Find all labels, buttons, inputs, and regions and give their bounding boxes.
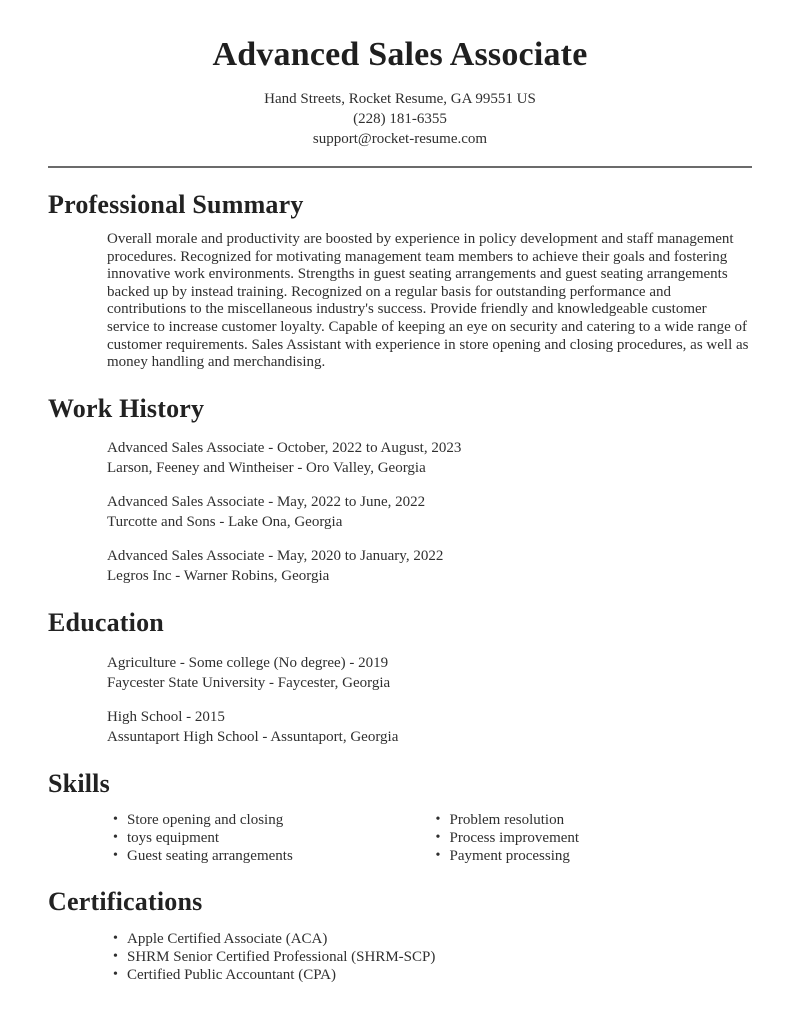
skills-list-right — [430, 811, 753, 865]
work-org-line: Legros Inc - Warner Robins, Georgia — [107, 568, 330, 585]
section-heading-professional-summary: Professional Summary — [48, 189, 304, 219]
education-degree-line: High School - 2015 — [107, 708, 225, 725]
section-work-history — [48, 393, 752, 587]
skill-item: • Payment processing — [430, 847, 753, 865]
education-entry — [107, 653, 752, 693]
skill-item: • toys equipment — [107, 829, 430, 847]
certifications-list — [107, 930, 752, 984]
work-role-line: Advanced Sales Associate - October, 2022 to August, 2023 — [107, 440, 462, 457]
section-education — [48, 607, 752, 747]
work-entry — [107, 546, 752, 586]
work-role-line: Advanced Sales Associate - May, 2022 to June, 2022 — [107, 494, 426, 511]
contact-block — [48, 89, 752, 149]
skill-item: • Store opening and closing — [107, 811, 430, 829]
section-professional-summary — [48, 189, 752, 372]
header-divider — [48, 166, 752, 168]
skill-item: • Process improvement — [430, 829, 753, 847]
section-heading-skills: Skills — [48, 768, 110, 798]
education-school-line: Assuntaport High School - Assuntaport, Georgia — [107, 728, 399, 745]
section-heading-education: Education — [48, 608, 164, 638]
contact-email: support@rocket-resume.com — [312, 130, 488, 147]
section-certifications — [48, 886, 752, 984]
certification-item: • Certified Public Accountant (CPA) — [107, 966, 752, 984]
work-entry — [107, 438, 752, 478]
certification-item: • Apple Certified Associate (ACA) — [107, 930, 752, 948]
section-heading-certifications: Certifications — [48, 887, 203, 917]
education-school-line: Faycester State University - Faycester, Georgia — [107, 674, 391, 691]
section-heading-work-history: Work History — [48, 393, 205, 423]
work-org-line: Larson, Feeney and Wintheiser - Oro Valley, Georgia — [107, 460, 426, 477]
resume-header — [48, 34, 752, 149]
contact-phone: (228) 181-6355 — [353, 110, 447, 127]
education-degree-line: Agriculture - Some college (No degree) - 2019 — [107, 654, 389, 671]
work-role-line: Advanced Sales Associate - May, 2020 to January, 2022 — [107, 548, 444, 565]
page-title: Advanced Sales Associate — [212, 36, 588, 73]
work-entry — [107, 492, 752, 532]
education-entry — [107, 707, 752, 747]
certification-item: • SHRM Senior Certified Professional (SHRM-SCP) — [107, 948, 752, 966]
contact-address: Hand Streets, Rocket Resume, GA 99551 US — [264, 90, 536, 107]
skills-columns — [107, 811, 752, 865]
work-org-line: Turcotte and Sons - Lake Ona, Georgia — [107, 514, 343, 531]
section-skills — [48, 768, 752, 866]
skill-item: • Problem resolution — [430, 811, 753, 829]
summary-text: Overall morale and productivity are boosted by experience in policy development and staff management procedures. Recognized for motivating management team members to achieve their goals and fostering innovative work environments. Strengths in guest seating arrangements and guest seating arrangements backed up by instead training. Recognized on a regular basis for outstanding performance and contributions to the miscellaneous industry's success. Provide friendly and knowledgeable customer service to increase customer loyalty. Capable of keeping an eye on security and catering to a wide range of customer requirements. Sales Assistant with experience in store opening and closing procedures, as well as money handling and merchandising. — [107, 231, 749, 371]
skill-item: • Guest seating arrangements — [107, 847, 430, 865]
skills-list-left — [107, 811, 430, 865]
